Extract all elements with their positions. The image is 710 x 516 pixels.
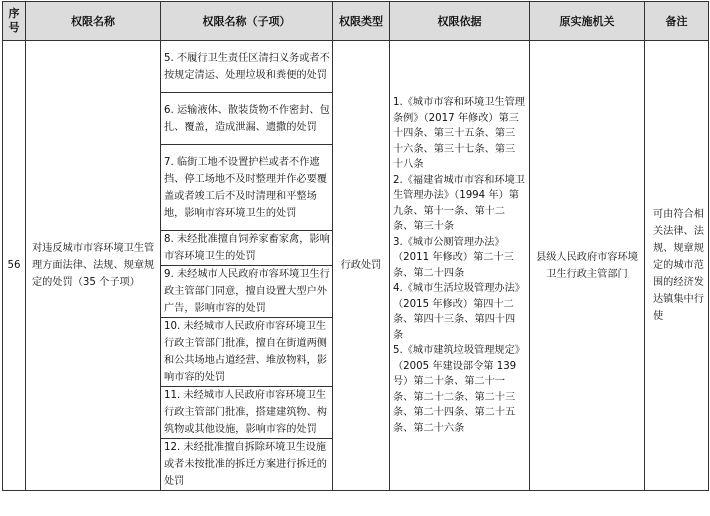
header-org: 原实施机关 [530,2,645,41]
basis-item: 5.《城市建筑垃圾管理规定》（2005 年建设部令第 139 号）第二十条、第二十一条、第二十二条、第二十三条、第二十四条、第二十五条、第二十六条 [393,345,525,434]
header-note: 备注 [645,2,709,41]
header-row [3,2,709,41]
header-basis: 权限依据 [390,2,530,41]
basis-item: 1.《城市市容和环境卫生管理条例》（2017 年修改）第三十四条、第三十五条、第三十六条、第三十七条、第三十八条 [393,97,525,170]
row-org: 县级人民政府市容环境卫生行政主管部门 [530,41,645,491]
basis-item: 2.《福建省城市市容和环境卫生管理办法》（1994 年）第九条、第十一条、第十二条、第三十条 [393,174,525,232]
basis-item: 3.《城市公厕管理办法》（2011 年修改）第二十三条、第二十四条 [393,236,514,279]
row-seq: 56 [3,41,26,491]
table-row [3,41,709,93]
subitem: 9. 未经城市人民政府市容环境卫生行政主管部门同意，擅自设置大型户外广告，影响市容的处罚 [161,266,333,318]
row-name: 对违反城市市容环境卫生管理方面法律、法规、规章规定的处罚（35 个子项） [26,41,161,491]
subitem: 8. 未经批准擅自饲养家畜家禽，影响市容环境卫生的处罚 [161,231,333,266]
header-seq: 序号 [3,2,26,41]
row-type: 行政处罚 [333,41,390,491]
subitem: 5. 不履行卫生责任区清扫义务或者不按规定清运、处理垃圾和粪便的处罚 [161,41,333,93]
subitem: 6. 运输液体、散装货物不作密封、包扎、覆盖，造成泄漏、遗撒的处罚 [161,93,333,145]
subitem: 10. 未经城市人民政府市容环境卫生行政主管部门批准，擅自在街道两侧和公共场地占道经营、堆放物料，影响市容的处罚 [161,318,333,387]
subitem: 7. 临街工地不设置护栏或者不作遮挡、停工场地不及时整理并作必要覆盖或者竣工后不及时清理和平整场地，影响市容环境卫生的处罚 [161,145,333,231]
subitem: 12. 未经批准擅自拆除环境卫生设施或者未按批准的拆迁方案进行拆迁的处罚 [161,439,333,491]
row-basis [390,41,530,491]
basis-item: 4.《城市生活垃圾管理办法》（2015 年修改）第四十二条、第四十三条、第四十四条 [393,283,525,341]
header-name: 权限名称 [26,2,161,41]
header-sub: 权限名称（子项） [161,2,333,41]
subitem: 11. 未经城市人民政府市容环境卫生行政主管部门批准，搭建建筑物、构筑物或其他设施，影响市容的处罚 [161,387,333,439]
authority-table [2,1,709,491]
row-note: 可由符合相关法律、法规、规章规定的城市范围的经济发达镇集中行使 [645,41,709,491]
header-type: 权限类型 [333,2,390,41]
